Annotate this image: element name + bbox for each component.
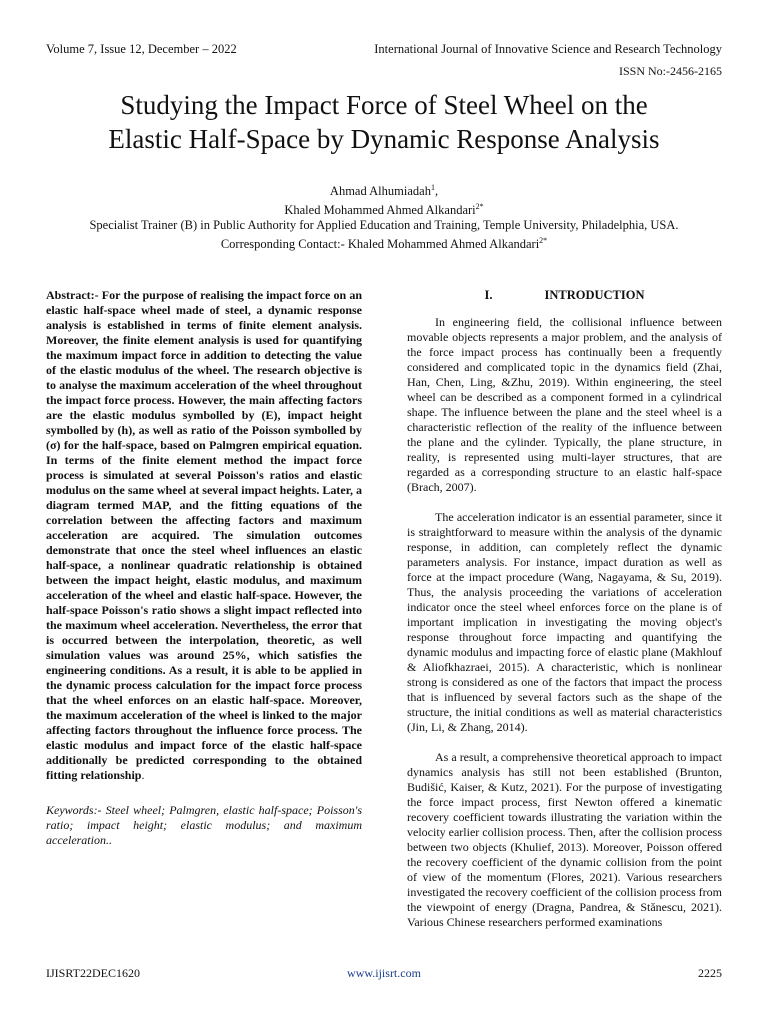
footer-website-link[interactable]: www.ijisrt.com	[347, 966, 421, 980]
affiliation: Specialist Trainer (B) in Public Authority for Applied Education and Training, Temple University, Philadelphia, USA.	[89, 218, 679, 233]
intro-paragraph-2: The acceleration indicator is an essential parameter, since it is straightforward to measure within the analysis of the dynamic response, in addition, can completely reflect the dynamic parameters analysis. For instance, impact duration as well as force at the impact procedure (Wang, Nagayama, & Su, 2019). Thus, the analysis proceeding the variations of acceleration indicator once the steel wheel enforces force on the plane is of important implication in investigating the moving object's response throughout force impacting and quantifying the dynamic modulus and impacting force of elastic plane (Makhlouf & Aliofkhazraei, 2015). A characteristic, which is nonlinear strong is considered as one of the factors that impact the process that is influenced by several factors such as the shape of the structure, the initial conditions as well as material characteristics (Jin, Li, & Zhang, 2014).	[407, 510, 722, 734]
author-1: Ahmad Alhumiadah$^1$,	[329, 183, 439, 199]
abstract-label: Abstract:-	[46, 288, 99, 302]
abstract-text: For the purpose of realising the impact force on an elastic half-space wheel made of steel, a dynamic response analysis is established in terms of finite element analysis. Moreover, the finite element analysis is used for quantifying the maximum impact force in addition to detecting the value of the elastic modulus of the wheel. The research objective is to analyse the maximum acceleration of the wheel throughout the impact force process. However, the main affecting factors are the elastic modulus symbolled by (E), impact height symbolled by (h), as well as ratio of the Poisson symbolled by (σ) for the half-space, based on Palmgren empirical equation. In terms of the finite element method the impact force process is simulated at several Poisson's ratios and elastic modulus on the same wheel at several impact heights. Later, a diagram termed MAP, and the fitting equations of the correlation between the affecting factors and maximum acceleration are acquired. The simulation outcomes demonstrate that once the steel wheel influences an elastic half-space, a nonlinear quadratic relationship is obtained between the impact height, elastic modulus, and maximum acceleration of the wheel and elastic half-space. However, the half-space Poisson's ratio shows a slight impact reflected into the maximum wheel acceleration. Nevertheless, the error that is occurred between the interpolation, theoretic, as well simulation values was around 25%, which satisfies the engineering conditions. As a result, it is able to be applied in the dynamic process calculation for the impact force process that the wheel enforces on an elastic half-space. Moreover, the maximum acceleration of the wheel is linked to the major affecting factors throughout the influence force process. The elastic modulus and impact force of the elastic half-space additionally be predicted corresponding to the obtained fitting relationship	[46, 288, 362, 782]
left-column	[46, 288, 362, 848]
intro-paragraph-1: In engineering field, the collisional influence between movable objects represents a major problem, and the analysis of the force impact process has continually been a frequently considered and complicated topic in the dynamics field (Zhai, Han, Chen, Ling, &Zhu, 2019). Within engineering, the steel wheel can be described as a component formed in a cylindrical shape. The influence between the plane and the steel wheel is a characteristic reflection of the reality of the influence between the plane and the cylinder. Typically, the plane structure, in reality, is represented using multi-layer structures, that are regarded as a corresponding structure to an elastic half-space (Brach, 2007).	[407, 315, 722, 494]
title-line-2: Elastic Half-Space by Dynamic Response Analysis	[108, 124, 660, 154]
right-column	[407, 288, 722, 945]
header-volume: Volume 7, Issue 12, December – 2022	[46, 42, 237, 56]
footer-paper-id: IJISRT22DEC1620	[46, 966, 140, 980]
intro-paragraph-3: As a result, a comprehensive theoretical approach to impact dynamics analysis has still not been established (Brunton, Budišić, Kaiser, & Kutz, 2021). For the purpose of investigating the force impact process, first Newton offered a kinematic recovery coefficient towards illustrating the variation within the velocity earlier collision process. Then, after the collision process between two objects (Khulief, 2013). Moreover, Poisson offered the recovery coefficient of the dynamic collision from the point of view of the momentum (Flores, 2021). Various researchers investigated the recovery coefficient of the collision process from the viewpoint of energy (Dragna, Pandrea, & Stănescu, 2021). Various Chinese researchers performed examinations	[407, 750, 723, 929]
corresponding-contact: Corresponding Contact:- Khaled Mohammed Ahmed Alkandari$^{2*}$	[220, 236, 548, 252]
keywords-label: Keywords	[46, 803, 94, 817]
author-block	[40, 180, 728, 233]
footer-page-number: 2225	[698, 966, 722, 980]
section-heading-introduction: I. INTRODUCTION	[484, 288, 645, 302]
title-line-1: Studying the Impact Force of Steel Wheel on the	[120, 90, 648, 120]
author-2: Khaled Mohammed Ahmed Alkandari$^{2*}$	[284, 202, 484, 218]
abstract: Abstract:- For the purpose of realising the impact force on an elastic half-space wheel made of steel, a dynamic response analysis is established in terms of finite element analysis. Moreover, the finite element analysis is used for quantifying the maximum impact force in addition to detecting the value of the elastic modulus of the wheel. The research objective is to analyse the maximum acceleration of the wheel throughout the impact force process. However, the main affecting factors are the elastic modulus symbolled by (E), impact height symbolled by (h), as well as ratio of the Poisson symbolled by (σ) for the half-space, based on Palmgren empirical equation. In terms of the finite element method the impact force process is simulated at several Poisson's ratios and elastic modulus on the same wheel at several impact heights. Later, a diagram termed MAP, and the fitting equations of the correlation between the affecting factors and maximum acceleration are acquired. The simulation outcomes demonstrate that once the steel wheel influences an elastic half-space, a nonlinear quadratic relationship is obtained between the impact height, elastic modulus, and maximum acceleration of the wheel and elastic half-space. However, the half-space Poisson's ratio shows a slight impact reflected into the maximum wheel acceleration. Nevertheless, the error that is occurred between the interpolation, theoretic, as well simulation values was around 25%, which satisfies the engineering conditions. As a result, it is able to be applied in the dynamic process calculation for the impact force process that the wheel enforces on an elastic half-space. Moreover, the maximum acceleration of the wheel is linked to the major affecting factors throughout the influence force process. The elastic modulus and impact force of the elastic half-space additionally be predicted corresponding to the obtained fitting relationship.	[46, 288, 362, 782]
keywords-text: :- Steel wheel; Palmgren, elastic half-space; Poisson's ratio; impact height; elastic modulus; and maximum acceleration..	[46, 803, 362, 847]
paper-title	[40, 88, 728, 156]
header-issn: ISSN No:-2456-2165	[618, 64, 722, 78]
keywords	[46, 803, 362, 848]
header-journal: International Journal of Innovative Science and Research Technology	[374, 42, 722, 56]
